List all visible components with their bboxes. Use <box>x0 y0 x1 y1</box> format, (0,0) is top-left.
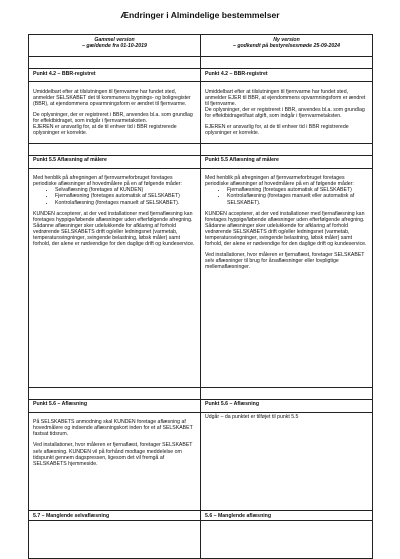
old-section-body <box>29 412 201 558</box>
spacer-row <box>29 143 373 155</box>
new-version-date: – godkendt på bestyrelsesmøde 25-09-2024 <box>233 42 340 49</box>
old-version-label: Gammel version <box>94 36 135 43</box>
old-next-section-title: 5.7 – Manglende selvaflæsning <box>29 511 201 521</box>
old-section-body <box>29 82 201 144</box>
paragraph: EJEREN er ansvarlig for, at de til enhver tid i BBR registrerede oplysninger er korrekte. <box>205 123 349 137</box>
section-5-5-heading-row <box>29 155 373 168</box>
new-section-body <box>201 82 373 144</box>
paragraph: Umiddelbart efter at tilslutningen til fjernvarme har fundet sted, anmelder EJER til BBR, at ejendommens opvarmningsform er ændret til fjernvarme. <box>205 88 366 107</box>
spacer-row <box>29 387 373 399</box>
comparison-table <box>28 34 373 559</box>
list-item: • Kontrolaflæsning (foretages manuelt eller automatisk af SELSKABET). <box>227 193 368 205</box>
next-section-heading-row <box>29 511 373 521</box>
paragraph: Med henblik på afregningen af fjernvarmeforbruget foretages periodiske aflæsninger af hovedmålere på en af følgende måder: <box>33 175 182 188</box>
spacer-row <box>29 57 373 69</box>
old-section-title: Punkt 5.6 – Aflæsning <box>29 399 201 412</box>
paragraph: Udgår – da punktet er tilføjet til punkt 5.5 <box>205 414 299 421</box>
list-item: • Kontrolaflæsning (foretages manuelt af SELSKABET). <box>55 200 196 206</box>
old-version-header <box>29 35 201 57</box>
paragraph: Med henblik på afregningen af fjernvarmeforbruget foretages periodiske aflæsninger af hovedmålere på en af følgende måder: <box>205 175 354 188</box>
section-5-6-body-row <box>29 412 373 558</box>
new-section-body <box>201 168 373 387</box>
section-4-2-body-row <box>29 82 373 144</box>
paragraph: På SELSKABETS anmodning skal KUNDEN foretage aflæsning af hovedmålere og indsende aflæsningskort inden for et af SELSKABET fastsat tidsrum. <box>33 419 193 438</box>
new-section-title: Punkt 4.2 – BBR-registret <box>201 69 373 82</box>
next-section-table <box>28 510 373 521</box>
paragraph: KUNDEN accepterer, at der ved installationer med fjernaflæsning kan foretages hyppige/løbende aflæsninger uden efterfølgende afregning. Sådanne aflæsninger sker udelukkende for afklaring af forhold vedrørende SELSKABETS drift og/eller ledningsnet (varmetab, temperatursvingninger, svingende belastning, løbsk måler) samt forhold, der alene er nødvendige for den daglige drift og kundeservice. <box>33 210 195 248</box>
paragraph: Ved installationer, hvor måleren er fjernaflæst, foretager SELSKABET selv aflæsning. KUNDEN vil på forhånd modtage meddelelse om tidspunkt gennem dagspressen, ligesom det vil fremgå af SELSKABETS hjemmeside. <box>33 442 193 467</box>
list-item: • Fjernaflæsning (foretages automatisk af SELSKABET) <box>55 193 196 199</box>
old-section-title: Punkt 4.2 – BBR-registret <box>29 69 201 82</box>
paragraph: De oplysninger, der er registreret i BBR, anvendes bl.a. som grundlag for effektbidraget/fast afgift, som indgår i fjernvarmetaksten. <box>205 106 365 119</box>
new-version-label: Ny version <box>273 36 300 43</box>
paragraph: Ved installationer, hvor måleren er fjernaflæst, foretager SELSKABET selv aflæsninger til brug for årsaflæsninger eller lovpligtige mellemaflæsninger. <box>205 252 365 271</box>
new-section-body <box>201 412 373 558</box>
section-5-5-body-row <box>29 168 373 387</box>
old-section-body <box>29 168 201 387</box>
paragraph: KUNDEN accepterer, at der ved installationer med fjernaflæsning kan foretages hyppige/løbende aflæsninger uden efterfølgende afregning. Sådanne aflæsninger sker udelukkende for afklaring af forhold vedrørende SELSKABETS drift og/eller ledningsnet (varmetab, temperatursvingninger, svingende belastning, løbsk måler) samt forhold, der alene er nødvendige for den daglige drift og kundeservice. <box>205 210 367 248</box>
section-4-2-heading-row <box>29 69 373 82</box>
section-5-6-heading-row <box>29 399 373 412</box>
new-section-title: Punkt 5.5 Aflæsning af målere <box>201 155 373 168</box>
list-item: • Fjernaflæsning (foretages automatisk af SELSKABET) <box>227 187 368 193</box>
list-item: • Selvaflæsning (foretages af KUNDEN) <box>55 187 196 193</box>
new-version-header <box>201 35 373 57</box>
bullet-list <box>33 187 196 205</box>
new-section-title: Punkt 5.6 – Aflæsning <box>201 399 373 412</box>
old-version-date: – gældende fra 01-10-2019 <box>82 42 147 49</box>
version-header-row <box>29 35 373 57</box>
old-section-title: Punkt 5.5 Aflæsning af målere <box>29 155 201 168</box>
new-next-section-title: 5.6 – Manglende aflæsning <box>201 511 373 521</box>
paragraph: Umiddelbart efter at tilslutningen til fjernvarme har fundet sted, anmelder SELSKABET det til kommunens bygnings- og boligregister (BBR), at ejendommens opvarmningsform er ændret til fjernvarme. <box>33 88 191 107</box>
paragraph: EJEREN er ansvarlig for, at de til enhver tid i BBR registrerede oplysninger er korrekte. <box>33 123 177 137</box>
bullet-list <box>205 187 368 205</box>
paragraph: De oplysninger, der er registreret i BBR, anvendes bl.a. som grundlag for effektbidraget, som indgår i fjernvarmetaksten. <box>33 111 193 124</box>
page-title: Ændringer i Almindelige bestemmelser <box>120 10 280 20</box>
